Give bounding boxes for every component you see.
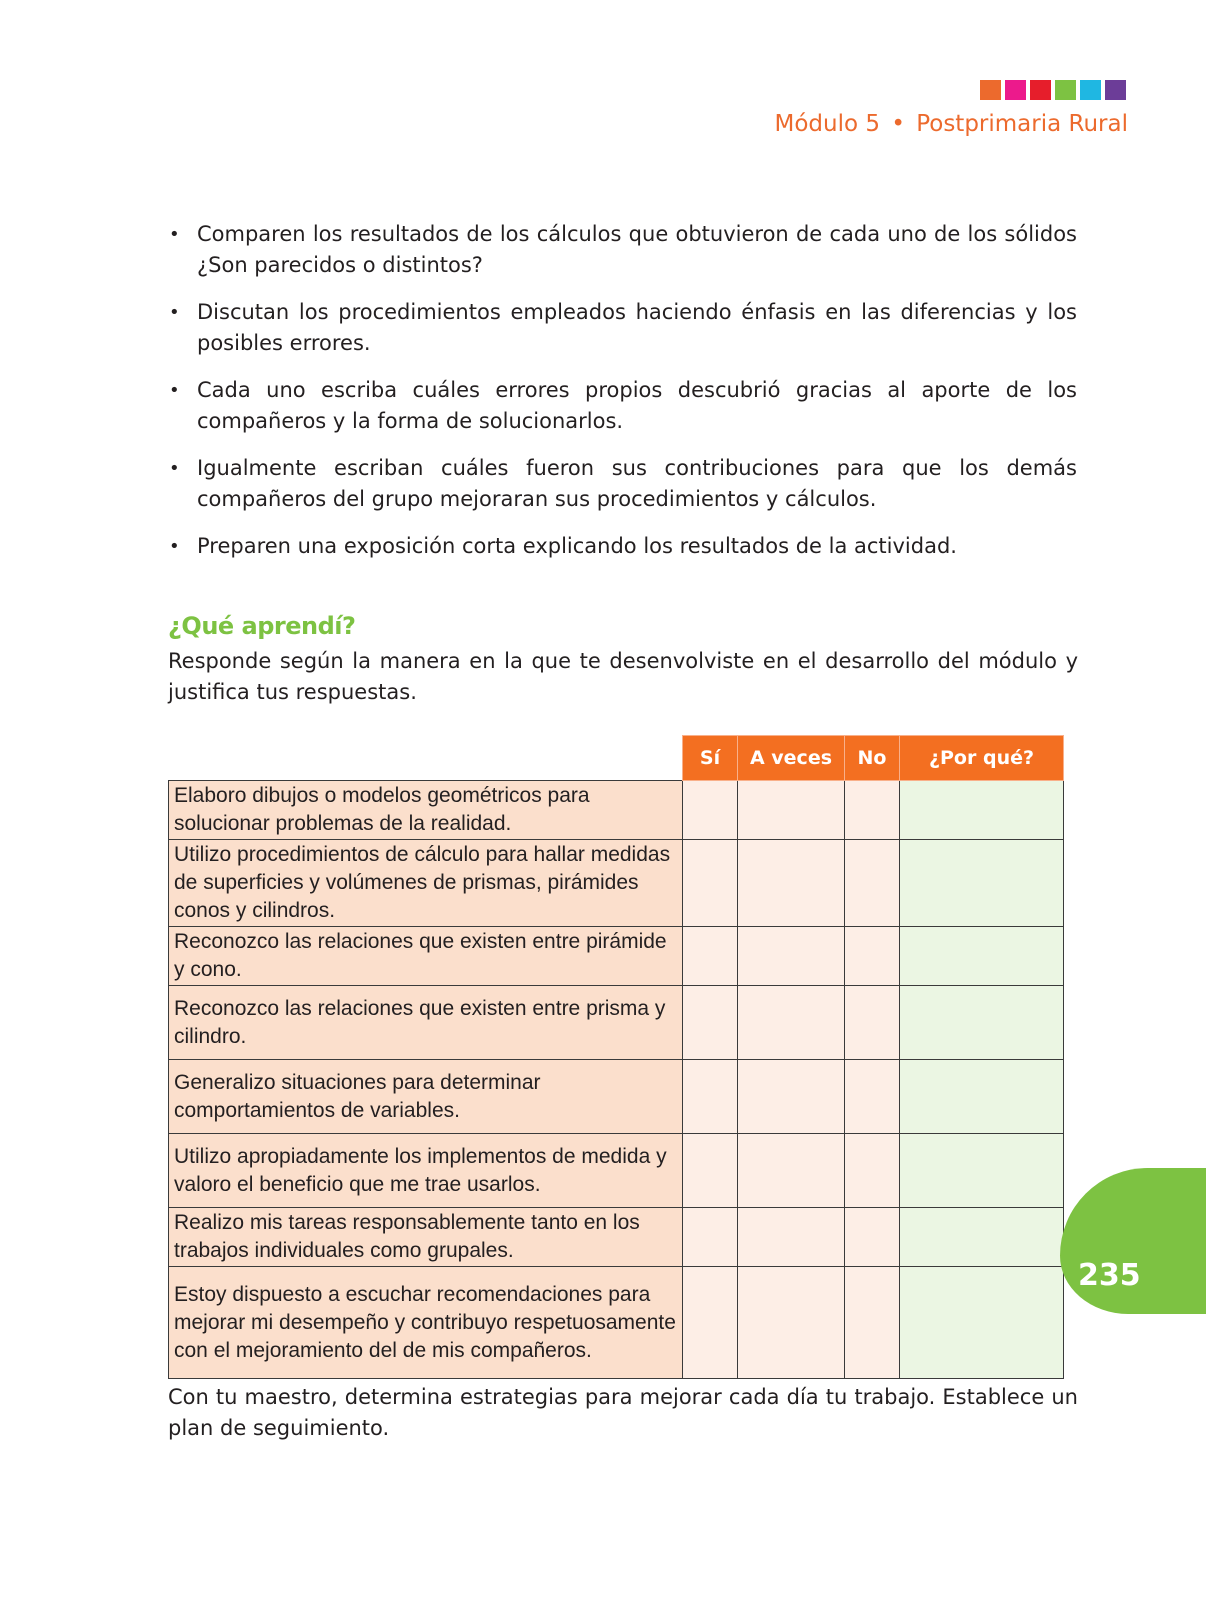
table-row [169,1267,1064,1379]
statement-cell: Reconozco las relaciones que existen entre prisma y cilindro. [169,986,683,1060]
bullet-text: Preparen una exposición corta explicando los resultados de la actividad. [197,534,957,558]
answer-no-cell[interactable] [845,840,900,927]
section-title: ¿Qué aprendí? [168,612,356,640]
table-row [169,1134,1064,1208]
answer-por-que-cell[interactable] [900,986,1064,1060]
header-si: Sí [683,736,738,781]
answer-no-cell[interactable] [845,1208,900,1267]
swatch-green [1055,80,1076,100]
answer-a-veces-cell[interactable] [738,840,845,927]
header-separator: • [891,111,905,137]
answer-a-veces-cell[interactable] [738,1060,845,1134]
header-blank [169,736,683,781]
list-item [167,453,1077,515]
answer-si-cell[interactable] [683,1208,738,1267]
table-header-row [169,736,1064,781]
answer-no-cell[interactable] [845,1060,900,1134]
swatch-orange [980,80,1001,100]
table-row [169,1208,1064,1267]
running-head [775,111,1129,137]
answer-a-veces-cell[interactable] [738,1267,845,1379]
statement-cell: Estoy dispuesto a escuchar recomendaciones para mejorar mi desempeño y contribuyo respetuosamente con el mejoramiento del de mis compañeros. [169,1267,683,1379]
answer-si-cell[interactable] [683,986,738,1060]
self-assessment-table [168,735,1064,1379]
program-label: Postprimaria Rural [916,111,1128,137]
answer-si-cell[interactable] [683,840,738,927]
answer-por-que-cell[interactable] [900,1060,1064,1134]
answer-por-que-cell[interactable] [900,1134,1064,1208]
list-item [167,297,1077,359]
table-row [169,781,1064,840]
answer-por-que-cell[interactable] [900,927,1064,986]
module-color-strip [980,80,1126,100]
bullet-marker: • [169,458,180,479]
section-intro: Responde según la manera en la que te desenvolviste en el desarrollo del módulo y justifica tus respuestas. [168,649,1078,704]
answer-a-veces-cell[interactable] [738,1208,845,1267]
closing-paragraph: Con tu maestro, determina estrategias para mejorar cada día tu trabajo. Establece un plan de seguimiento. [168,1385,1078,1440]
answer-no-cell[interactable] [845,1267,900,1379]
swatch-magenta [1005,80,1026,100]
bullet-marker: • [169,380,180,401]
answer-si-cell[interactable] [683,781,738,840]
activity-bullet-list [167,219,1077,578]
answer-no-cell[interactable] [845,927,900,986]
bullet-marker: • [169,302,180,323]
header-no: No [845,736,900,781]
table-row [169,986,1064,1060]
answer-no-cell[interactable] [845,781,900,840]
page-number: 235 [1078,1258,1141,1293]
bullet-text: Discutan los procedimientos empleados haciendo énfasis en las diferencias y los posibles errores. [197,300,1077,355]
answer-a-veces-cell[interactable] [738,927,845,986]
answer-no-cell[interactable] [845,986,900,1060]
table-row [169,927,1064,986]
bullet-text: Cada uno escriba cuáles errores propios descubrió gracias al aporte de los compañeros y la forma de solucionarlos. [197,378,1077,433]
swatch-purple [1105,80,1126,100]
swatch-red [1030,80,1051,100]
list-item [167,375,1077,437]
header-a-veces: A veces [738,736,845,781]
answer-no-cell[interactable] [845,1134,900,1208]
statement-cell: Realizo mis tareas responsablemente tanto en los trabajos individuales como grupales. [169,1208,683,1267]
answer-por-que-cell[interactable] [900,1267,1064,1379]
bullet-text: Igualmente escriban cuáles fueron sus contribuciones para que los demás compañeros del grupo mejoraran sus procedimientos y cálculos. [197,456,1077,511]
statement-cell: Elaboro dibujos o modelos geométricos para solucionar problemas de la realidad. [169,781,683,840]
answer-a-veces-cell[interactable] [738,1134,845,1208]
statement-cell: Generalizo situaciones para determinar comportamientos de variables. [169,1060,683,1134]
module-label: Módulo 5 [774,111,880,137]
answer-a-veces-cell[interactable] [738,781,845,840]
answer-si-cell[interactable] [683,1267,738,1379]
answer-si-cell[interactable] [683,927,738,986]
answer-si-cell[interactable] [683,1060,738,1134]
bullet-text: Comparen los resultados de los cálculos que obtuvieron de cada uno de los sólidos ¿Son parecidos o distintos? [197,222,1077,277]
table-row [169,840,1064,927]
answer-por-que-cell[interactable] [900,781,1064,840]
answer-a-veces-cell[interactable] [738,986,845,1060]
bullet-marker: • [169,536,180,557]
header-por-que: ¿Por qué? [900,736,1064,781]
swatch-cyan [1080,80,1101,100]
table-row [169,1060,1064,1134]
statement-cell: Reconozco las relaciones que existen entre pirámide y cono. [169,927,683,986]
answer-por-que-cell[interactable] [900,840,1064,927]
list-item [167,219,1077,281]
answer-si-cell[interactable] [683,1134,738,1208]
statement-cell: Utilizo procedimientos de cálculo para hallar medidas de superficies y volúmenes de prismas, pirámides conos y cilindros. [169,840,683,927]
list-item [167,531,1077,562]
statement-cell: Utilizo apropiadamente los implementos de medida y valoro el beneficio que me trae usarlos. [169,1134,683,1208]
bullet-marker: • [169,224,180,245]
answer-por-que-cell[interactable] [900,1208,1064,1267]
